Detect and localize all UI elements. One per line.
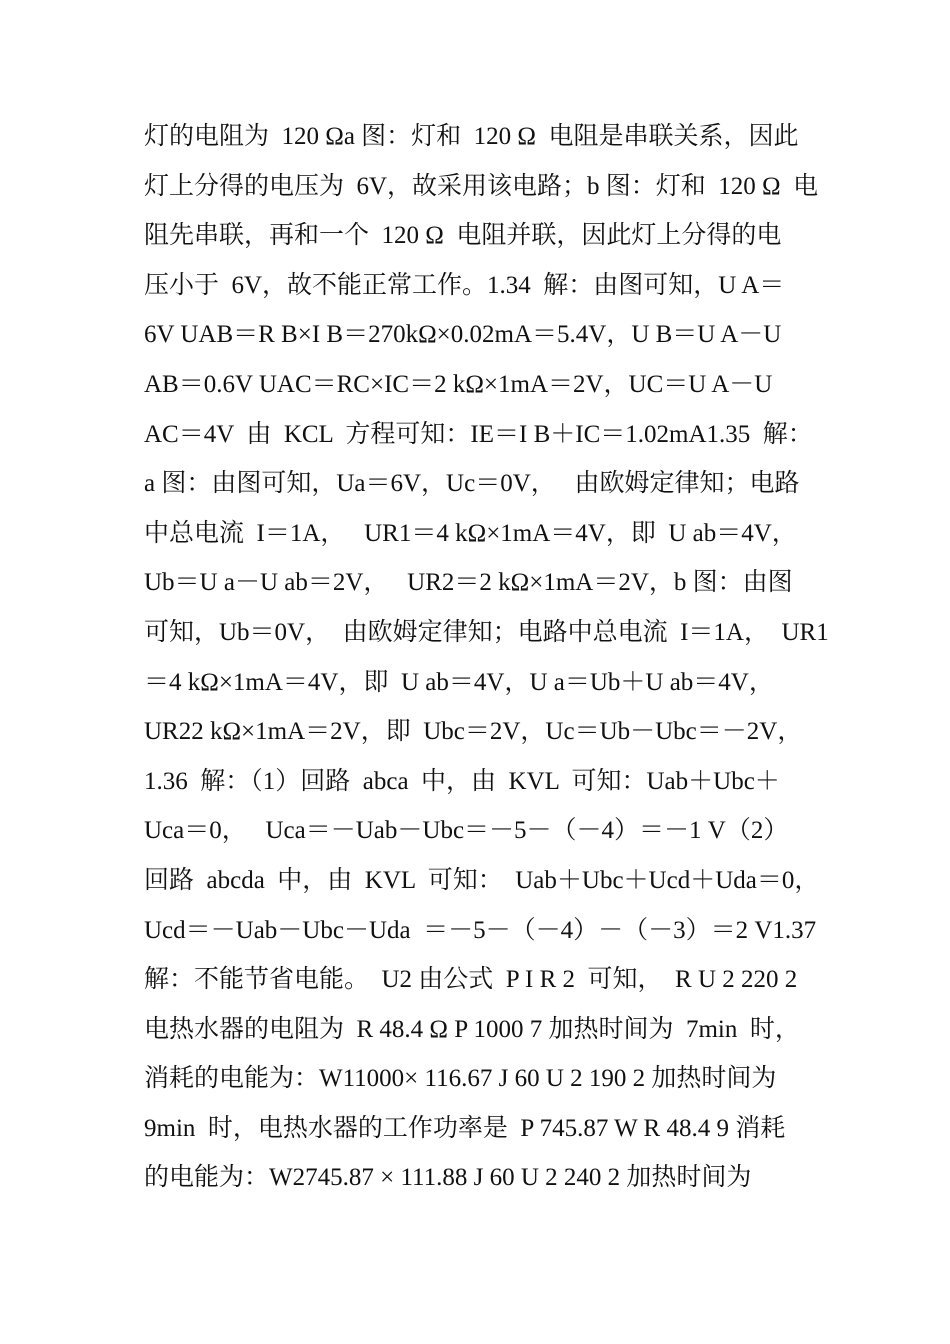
text-line: 9min 时，电热水器的工作功率是 P 745.87 W R 48.4 9 消耗	[144, 1114, 786, 1142]
text-line: 压小于 6V，故不能正常工作。1.34 解：由图可知，U A＝	[144, 271, 785, 299]
text-line: AC＝4V 由 KCL 方程可知：IE＝I B＋IC＝1.02mA1.35 解：	[144, 420, 813, 448]
text-line: Uca＝0， Uca＝－Uab－Ubc＝－5－（－4）＝－1 V（2）	[144, 817, 789, 845]
text-line: UR22 kΩ×1mA＝2V，即 Ubc＝2V，Uc＝Ub－Ubc＝－2V，	[144, 718, 803, 746]
text-line: 回路 abcda 中，由 KVL 可知： Uab＋Ubc＋Ucd＋Uda＝0，	[144, 866, 820, 894]
text-line: 阻先串联，再和一个 120 Ω 电阻并联，因此灯上分得的电	[144, 222, 782, 250]
text-line: a 图：由图可知，Ua＝6V，Uc＝0V， 由欧姆定律知；电路	[144, 470, 800, 498]
text-line: Ucd＝－Uab－Ubc－Uda ＝－5－（－4）－（－3）＝2 V1.37	[144, 916, 817, 944]
text-line: 6V UAB＝R B×I B＝270kΩ×0.02mA＝5.4V，U B＝U A－U	[144, 321, 782, 349]
text-line: ＝4 kΩ×1mA＝4V，即 U ab＝4V，U a＝Ub＋U ab＝4V，	[144, 668, 774, 696]
text-line: 的电能为：W2745.87 × 111.88 J 60 U 2 240 2 加热时间为	[144, 1164, 752, 1192]
document-body	[144, 112, 829, 1203]
text-line: Ub＝U a－U ab＝2V， UR2＝2 kΩ×1mA＝2V，b 图：由图	[144, 569, 793, 597]
text-line: 灯的电阻为 120 Ωa 图：灯和 120 Ω 电阻是串联关系，因此	[144, 123, 799, 150]
text-line: 可知，Ub＝0V， 由欧姆定律知；电路中总电流 I＝1A， UR1	[144, 618, 829, 646]
text-line: 中总电流 I＝1A， UR1＝4 kΩ×1mA＝4V，即 U ab＝4V，	[144, 519, 797, 547]
text-line: 电热水器的电阻为 R 48.4 Ω P 1000 7 加热时间为 7min 时，	[144, 1015, 800, 1043]
text-line: 消耗的电能为：W11000× 116.67 J 60 U 2 190 2 加热时间为	[144, 1065, 777, 1093]
text-line: 1.36 解：（1）回路 abca 中，由 KVL 可知：Uab＋Ubc＋	[144, 767, 780, 795]
text-line: 灯上分得的电压为 6V，故采用该电路；b 图：灯和 120 Ω 电	[144, 172, 819, 200]
text-line: 解：不能节省电能。 U2 由公式 P I R 2 可知， R U 2 220 2	[144, 966, 798, 994]
text-line: AB＝0.6V UAC＝RC×IC＝2 kΩ×1mA＝2V，UC＝U A－U	[144, 370, 773, 398]
